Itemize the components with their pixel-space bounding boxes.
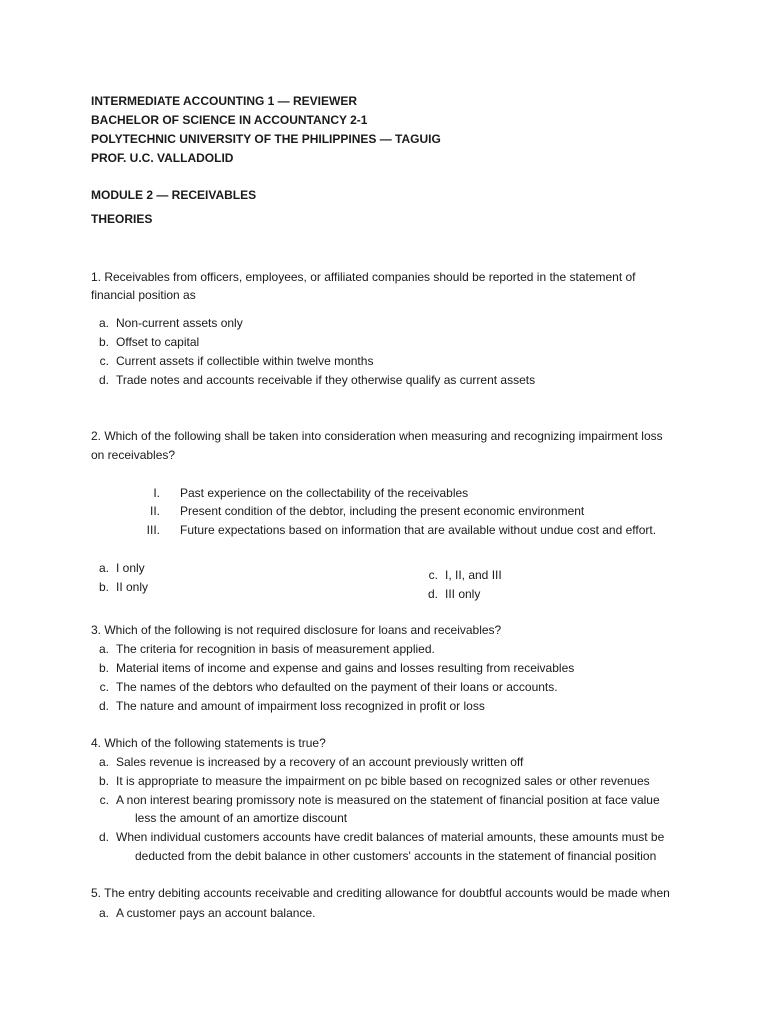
- doc-title: INTERMEDIATE ACCOUNTING 1 — REVIEWER: [91, 94, 358, 108]
- option-text: A non interest bearing promissory note is measured on the statement of financial position at face value: [116, 793, 660, 807]
- option-text: II only: [116, 580, 149, 594]
- option-text: Material items of income and expense and gains and losses resulting from receivables: [116, 661, 575, 675]
- option-text: Non-current assets only: [116, 316, 243, 330]
- option-text: I, II, and III: [445, 568, 502, 582]
- module-heading: MODULE 2 — RECEIVABLES: [91, 188, 257, 202]
- section-heading: THEORIES: [91, 212, 153, 226]
- option-d-cont: deducted from the debit balance in other customers' accounts in the statement of financial position: [135, 849, 657, 863]
- question-stem: 5. The entry debiting accounts receivable and crediting allowance for doubtful accounts would be made when: [91, 886, 670, 900]
- option-c-cont: less the amount of an amortize discount: [135, 811, 348, 825]
- option-text: III only: [445, 587, 481, 601]
- roman-text: Past experience on the collectability of the receivables: [180, 486, 469, 500]
- option-letter: c.: [99, 680, 109, 694]
- option-letter: c.: [428, 568, 438, 582]
- option-letter: a.: [98, 755, 109, 769]
- option-letter: b.: [98, 774, 109, 788]
- option-letter: c.: [99, 793, 109, 807]
- option-letter: a.: [98, 316, 109, 330]
- option-letter: a.: [98, 906, 109, 920]
- question-stem-cont: on receivables?: [91, 448, 176, 462]
- option-text: Offset to capital: [116, 335, 200, 349]
- option-text: Trade notes and accounts receivable if they otherwise qualify as current assets: [116, 373, 536, 387]
- option-text: The names of the debtors who defaulted on the payment of their loans or accounts.: [116, 680, 558, 694]
- university-line: POLYTECHNIC UNIVERSITY OF THE PHILIPPINES — TAGUIG: [91, 132, 441, 146]
- option-text: Current assets if collectible within twelve months: [116, 354, 374, 368]
- option-letter: b.: [98, 580, 109, 594]
- question-stem: 2. Which of the following shall be taken into consideration when measuring and recognizing impairment loss: [91, 429, 663, 443]
- option-letter: a.: [98, 642, 109, 656]
- question-stem: 1. Receivables from officers, employees, or affiliated companies should be reported in the statement of: [91, 270, 636, 284]
- option-text: When individual customers accounts have credit balances of material amounts, these amounts must be: [116, 830, 665, 844]
- roman-text: Present condition of the debtor, including the present economic environment: [180, 504, 585, 518]
- program-line: BACHELOR OF SCIENCE IN ACCOUNTANCY 2-1: [91, 113, 368, 127]
- option-text: The nature and amount of impairment loss recognized in profit or loss: [116, 699, 485, 713]
- option-text: A customer pays an account balance.: [116, 906, 316, 920]
- question-stem: 4. Which of the following statements is true?: [91, 736, 326, 750]
- option-text: I only: [116, 561, 145, 575]
- option-text: Sales revenue is increased by a recovery of an account previously written off: [116, 755, 524, 769]
- roman-numeral: I.: [153, 486, 160, 500]
- question-stem: 3. Which of the following is not required disclosure for loans and receivables?: [91, 623, 502, 637]
- option-letter: d.: [98, 699, 109, 713]
- option-text: The criteria for recognition in basis of measurement applied.: [116, 642, 435, 656]
- option-letter: b.: [98, 661, 109, 675]
- question-stem-cont: financial position as: [91, 288, 196, 302]
- option-letter: d.: [98, 830, 109, 844]
- option-letter: b.: [98, 335, 109, 349]
- option-letter: a.: [98, 561, 109, 575]
- professor-line: PROF. U.C. VALLADOLID: [91, 151, 234, 165]
- roman-numeral: II.: [149, 504, 160, 518]
- roman-numeral: III.: [146, 523, 160, 537]
- option-letter: d.: [98, 373, 109, 387]
- option-text: It is appropriate to measure the impairment on pc bible based on recognized sales or other revenues: [116, 774, 650, 788]
- option-letter: c.: [99, 354, 109, 368]
- option-letter: d.: [427, 587, 438, 601]
- roman-text: Future expectations based on information that are available without undue cost and effort.: [180, 523, 657, 537]
